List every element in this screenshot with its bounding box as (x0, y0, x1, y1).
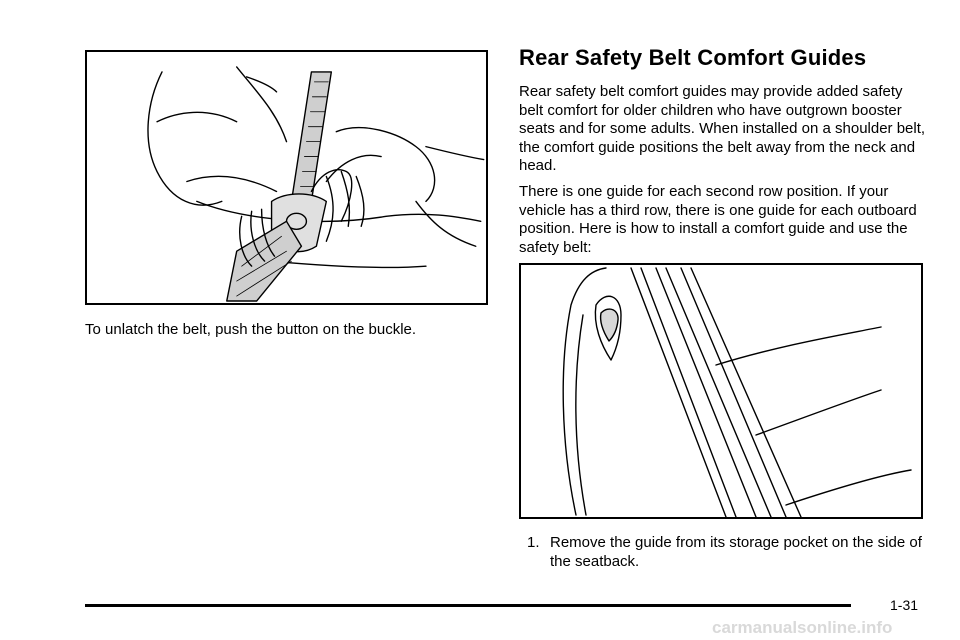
watermark: carmanualsonline.info (712, 618, 893, 637)
buckle-release-illustration (85, 50, 488, 305)
paragraph-intro: Rear safety belt comfort guides may provide added safety belt comfort for older children who have outgrown booster seats and for some adults. When installed on a shoulder belt, the comfort guide positions the belt away from the neck and head. (519, 83, 926, 175)
footer-rule (85, 604, 851, 607)
section-title: Rear Safety Belt Comfort Guides (519, 45, 867, 70)
step-text: Remove the guide from its storage pocket on the side of the seatback. (550, 534, 922, 570)
page-number: 1-31 (890, 597, 919, 613)
step-1 (527, 534, 927, 571)
step-number: 1. (527, 534, 540, 551)
paragraph-positions: There is one guide for each second row position. If your vehicle has a third row, there is one guide for each outboard position. Here is how to install a comfort guide and use the safety belt: (519, 183, 917, 256)
figure-caption: To unlatch the belt, push the button on the buckle. (85, 321, 417, 338)
comfort-guide-illustration (519, 263, 923, 519)
